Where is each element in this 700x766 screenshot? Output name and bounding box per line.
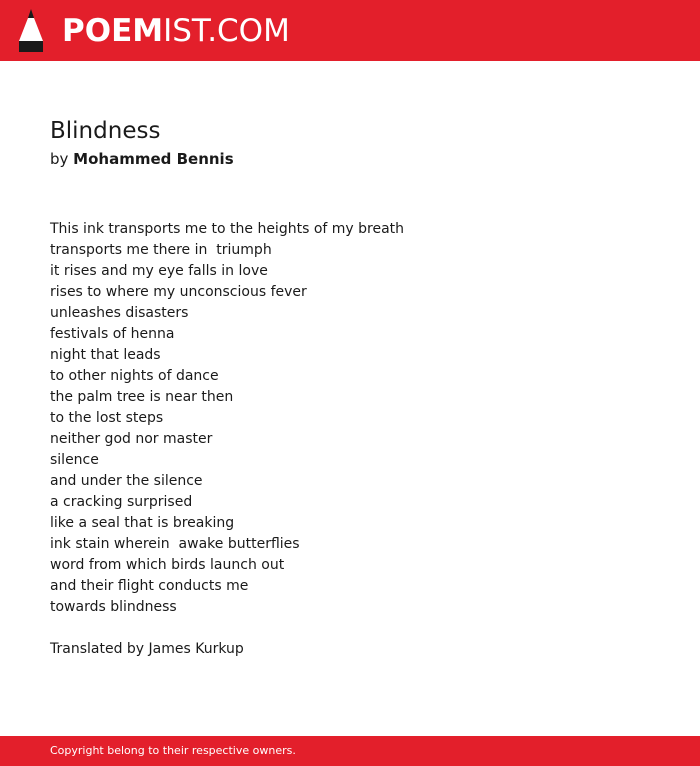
site-footer xyxy=(0,736,700,766)
poem-line: unleashes disasters xyxy=(50,305,189,321)
translator-credit: Translated by James Kurkup xyxy=(50,641,244,657)
poem-line: to the lost steps xyxy=(50,410,164,426)
poem-line: silence xyxy=(50,452,99,468)
poem-line: a cracking surprised xyxy=(50,494,193,510)
poem-line: neither god nor master xyxy=(50,431,213,447)
poem-line: word from which birds launch out xyxy=(50,557,285,573)
poem-line: the palm tree is near then xyxy=(50,389,234,405)
poem-line: ink stain wherein awake butterflies xyxy=(50,536,300,552)
site-header xyxy=(0,0,700,61)
poem-title: Blindness xyxy=(50,118,161,144)
poem-body xyxy=(50,219,650,618)
poem-line: towards blindness xyxy=(50,599,177,615)
pencil-tip-icon[interactable] xyxy=(17,9,45,52)
poem-line: and under the silence xyxy=(50,473,203,489)
logo-light-text: IST.COM xyxy=(163,13,290,49)
byline xyxy=(50,149,234,169)
poem-line: transports me there in triumph xyxy=(50,242,272,258)
logo-bold-text: POEM xyxy=(62,13,164,49)
poem-line: to other nights of dance xyxy=(50,368,219,384)
poem-line: festivals of henna xyxy=(50,326,175,342)
site-logo[interactable] xyxy=(62,11,290,51)
poem-line: it rises and my eye falls in love xyxy=(50,263,268,279)
poem-line: and their flight conducts me xyxy=(50,578,249,594)
copyright-notice: Copyright belong to their respective owners. xyxy=(50,744,296,757)
poem-line: This ink transports me to the heights of my breath xyxy=(50,221,405,237)
poem-line: rises to where my unconscious fever xyxy=(50,284,307,300)
poem-line: night that leads xyxy=(50,347,161,363)
author-name: Mohammed Bennis xyxy=(73,150,234,168)
poem-line: like a seal that is breaking xyxy=(50,515,235,531)
by-label: by xyxy=(50,150,74,168)
